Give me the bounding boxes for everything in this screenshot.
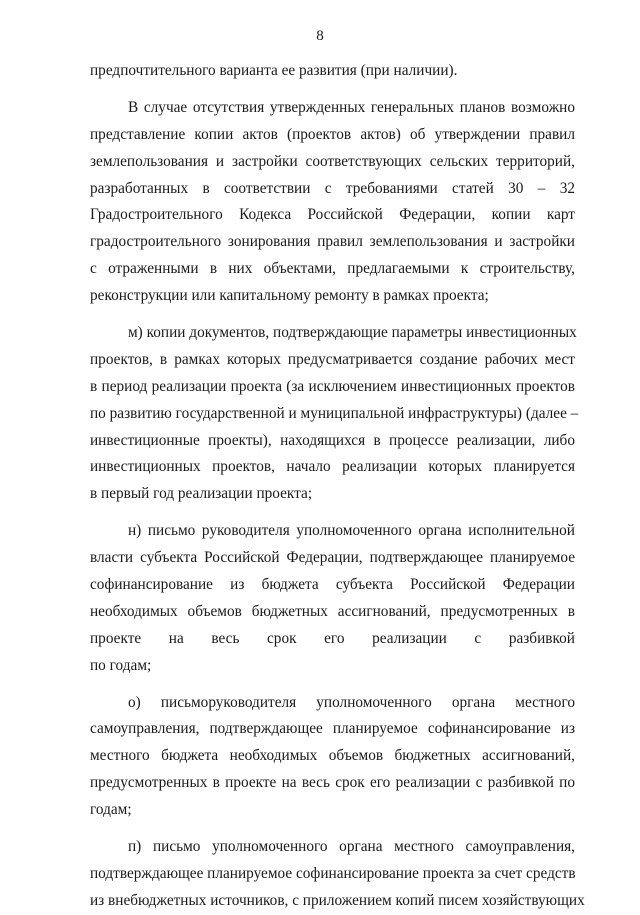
text-line: инвестиционные проекты), находящихся в процессе реализации, либо	[90, 431, 575, 449]
text-line: В случае отсутствия утвержденных генеральных планов возможно	[128, 98, 575, 116]
text-line: разработанных в соответствии с требованиями статей 30 – 32	[90, 179, 575, 197]
text-line: землепользования и застройки соответствующих сельских территорий,	[90, 152, 575, 170]
text-line: власти субъекта Российской Федерации, подтверждающее планируемое	[90, 549, 575, 567]
text-line: по развитию государственной и муниципальной инфраструктуры) (далее –	[90, 404, 579, 422]
paragraph-continuation	[90, 58, 575, 85]
text-line: из внебюджетных источников, с приложением копий писем хозяйствующих	[90, 891, 585, 909]
paragraph-item-m	[90, 320, 579, 508]
text-line: местного бюджета необходимых объемов бюджетных ассигнований,	[90, 747, 575, 765]
text-line: м) копии документов, подтверждающие параметры инвестиционных	[128, 324, 577, 342]
text-line: реконструкции или капитальному ремонту в рамках проекта;	[90, 287, 489, 305]
text-line: самоуправления, подтверждающее планируемое софинансирование из	[90, 720, 575, 738]
text-line: п) письмо уполномоченного органа местного самоуправления,	[128, 838, 575, 856]
page-number: 8	[316, 28, 324, 44]
text-line: софинансирование из бюджета субъекта Российской Федерации	[90, 576, 575, 594]
text-line: по годам;	[90, 656, 152, 674]
text-line: н) письмо руководителя уполномоченного органа исполнительной	[128, 522, 575, 540]
text-line: проекте на весь срок его реализации с разбивкой	[90, 629, 575, 647]
paragraph-item-o	[90, 690, 575, 824]
document-body	[90, 58, 585, 915]
text-line: предпочтительного варианта ее развития (при наличии).	[90, 62, 458, 79]
text-line: предусмотренных в проекте на весь срок его реализации с разбивкой по	[90, 774, 575, 792]
text-line: градостроительного зонирования правил землепользования и застройки	[90, 233, 575, 251]
text-line: подтверждающее планируемое софинансирование проекта за счет средств	[90, 864, 576, 882]
paragraph-item-n	[90, 518, 575, 679]
text-line: в первый год реализации проекта;	[90, 485, 313, 503]
text-line: инвестиционных проектов, начало реализации которых планируется	[90, 458, 575, 476]
text-line: годам;	[90, 801, 132, 819]
text-line: необходимых объемов бюджетных ассигнований, предусмотренных в	[90, 602, 575, 620]
text-line: проектов, в рамках которых предусматривается создание рабочих мест	[90, 350, 575, 368]
text-line: в период реализации проекта (за исключением инвестиционных проектов	[90, 377, 575, 395]
paragraph-item-p	[90, 834, 585, 915]
text-line: о) письморуководителя уполномоченного органа местного	[128, 693, 575, 711]
paragraph-general-plans	[90, 95, 575, 310]
text-line: Градостроительного Кодекса Российской Федерации, копии карт	[90, 206, 575, 224]
text-line: представление копии актов (проектов актов) об утверждении правил	[90, 125, 575, 143]
text-line: с отраженными в них объектами, предлагаемыми к строительству,	[90, 260, 575, 278]
